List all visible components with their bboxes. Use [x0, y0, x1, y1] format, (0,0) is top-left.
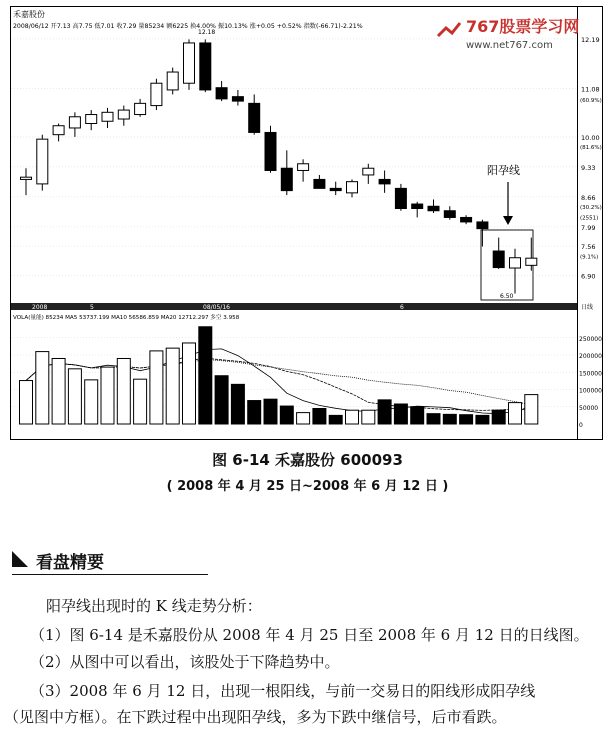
- candle-body: [135, 103, 146, 114]
- volume-bar: [36, 352, 49, 424]
- date-label-mid: 08/05/16: [203, 304, 230, 311]
- volume-bar: [329, 415, 342, 424]
- date-label-may: 5: [90, 304, 94, 311]
- volume-bar: [166, 348, 179, 424]
- candle-body: [347, 182, 358, 193]
- candle-body: [118, 110, 129, 119]
- candle-body: [265, 132, 276, 170]
- candle-body: [37, 139, 48, 184]
- volume-bar: [313, 408, 326, 424]
- candle-body: [21, 177, 32, 179]
- volume-bar: [264, 399, 277, 424]
- volume-bar: [248, 401, 261, 424]
- volume-axis-label: 100000: [579, 387, 602, 395]
- volume-bar: [150, 351, 163, 424]
- volume-bar: [346, 410, 359, 424]
- volume-axis-label: 0: [579, 422, 583, 429]
- candle-body: [461, 217, 472, 221]
- paragraph-3-cont: （见图中方框）。在下跌过程中出现阳孕线，多为下跌中继信号，后市看跌。: [4, 708, 507, 726]
- candle-body: [216, 88, 227, 99]
- price-axis-pct-label: (81.6%): [580, 144, 602, 151]
- volume-bar: [492, 410, 505, 424]
- top-price-label: 12.18: [198, 29, 216, 36]
- low-price-label: 6.50: [500, 293, 514, 300]
- price-axis-label: 9.33: [581, 163, 596, 172]
- price-axis-pct-label: (9.1%): [580, 254, 599, 261]
- volume-axis-label: 200000: [579, 353, 602, 361]
- candle-body: [102, 112, 113, 121]
- volume-bar: [215, 376, 228, 424]
- volume-bar: [85, 380, 98, 424]
- volume-bar: [460, 415, 473, 424]
- price-axis-label: 8.66: [581, 193, 596, 202]
- volume-bar: [199, 327, 212, 424]
- candle-body: [151, 83, 162, 105]
- price-axis-label: 6.90: [581, 272, 596, 281]
- price-axis-label: 11.08: [581, 85, 600, 94]
- price-axis-pct-label: (30.2%): [580, 204, 602, 211]
- volume-bar: [20, 381, 33, 424]
- candle-body: [493, 251, 504, 268]
- candle-body: [412, 204, 423, 208]
- volume-bar: [183, 343, 196, 424]
- candle-body: [167, 72, 178, 90]
- candle-body: [86, 115, 97, 124]
- candle-body: [281, 168, 292, 190]
- candle-body: [184, 43, 195, 83]
- volume-bar: [443, 414, 456, 424]
- date-label-june: 6: [400, 304, 404, 311]
- volume-axis-label: 150000: [579, 370, 602, 378]
- volume-bar: [117, 358, 130, 424]
- candle-body: [428, 206, 439, 210]
- annotation-label: 阳孕线: [487, 164, 520, 177]
- volume-bar: [52, 358, 65, 424]
- price-axis-pct-label: (60.9%): [580, 97, 602, 104]
- volume-axis-label: 50000: [579, 404, 599, 412]
- candle-body: [298, 164, 309, 171]
- price-axis-label: 7.99: [581, 223, 596, 232]
- paragraph-intro: 阳孕线出现时的 K 线走势分析：: [46, 597, 262, 615]
- candle-body: [379, 179, 390, 183]
- chart-svg: [10, 6, 603, 440]
- volume-axis-label: 250000: [579, 335, 602, 343]
- price-axis-box-label: (2551): [580, 215, 599, 222]
- candle-body: [314, 179, 325, 188]
- volume-bar: [101, 367, 114, 424]
- volume-bar: [394, 404, 407, 424]
- volume-bar: [427, 414, 440, 424]
- candle-body: [363, 168, 374, 175]
- volume-bar: [297, 413, 310, 424]
- paragraph-3: （3）2008 年 6 月 12 日，出现一根阳线，与前一交易日的阳线形成阳孕线: [30, 682, 536, 700]
- section-title: 看盘精要: [36, 553, 104, 573]
- volume-bar: [525, 395, 538, 424]
- volume-bar: [280, 406, 293, 424]
- date-right-label: 日线: [581, 304, 594, 311]
- volume-bar: [411, 407, 424, 424]
- candle-body: [444, 211, 455, 218]
- stock-chart-figure: [10, 6, 603, 440]
- candle-body: [395, 188, 406, 208]
- chart-frame: [11, 7, 603, 440]
- volume-bar: [509, 403, 522, 424]
- candle-body: [200, 43, 211, 90]
- watermark-brand: 767股票学习网: [466, 17, 580, 36]
- section-header: [12, 548, 208, 575]
- stock-name: 禾嘉股份: [13, 10, 45, 19]
- paragraph-1: （1）图 6-14 是禾嘉股份从 2008 年 4 月 25 日至 2008 年 6 月 12 日的日线图。: [30, 626, 589, 644]
- volume-bar: [134, 379, 147, 424]
- candle-body: [69, 117, 80, 128]
- volume-bar: [476, 415, 489, 424]
- volume-bar: [362, 410, 375, 424]
- price-axis-label: 7.56: [581, 243, 596, 252]
- watermark: [434, 12, 579, 52]
- volume-bar: [378, 400, 391, 424]
- price-axis-label: 10.00: [581, 133, 600, 142]
- figure-caption: 图 6-14 禾嘉股份 600093: [212, 451, 403, 469]
- info-line: 2008/06/12 开7.13 高7.75 低7.01 收7.29 量85234 额6225 换4.00% 振10.13% 涨+0.05 +0.52% 指数(-66.71)-2.21%: [13, 23, 363, 30]
- candle-body: [526, 258, 537, 265]
- triangle-marker-icon: [12, 551, 28, 567]
- candle-body: [53, 126, 64, 135]
- volume-bar: [231, 384, 244, 424]
- candle-body: [249, 103, 260, 132]
- candle-body: [330, 188, 341, 190]
- candle-body: [477, 222, 488, 229]
- price-axis-label: 12.19: [581, 35, 600, 44]
- date-label-year: 2008: [32, 304, 48, 311]
- candle-body: [510, 258, 521, 268]
- candle-body: [232, 97, 243, 101]
- paragraph-2: （2）从图中可以看出，该股处于下降趋势中。: [30, 653, 340, 671]
- watermark-url: www.net767.com: [466, 40, 553, 51]
- volume-bar: [68, 369, 81, 424]
- date-bar: [11, 303, 577, 310]
- figure-date-range: ( 2008 年 4 月 25 日~2008 年 6 月 12 日 ): [166, 479, 449, 494]
- vol-info: VOLA(量能) 85234 MA5 53737.199 MA10 56586.859 MA20 12712.297 多空 3.958: [13, 315, 240, 321]
